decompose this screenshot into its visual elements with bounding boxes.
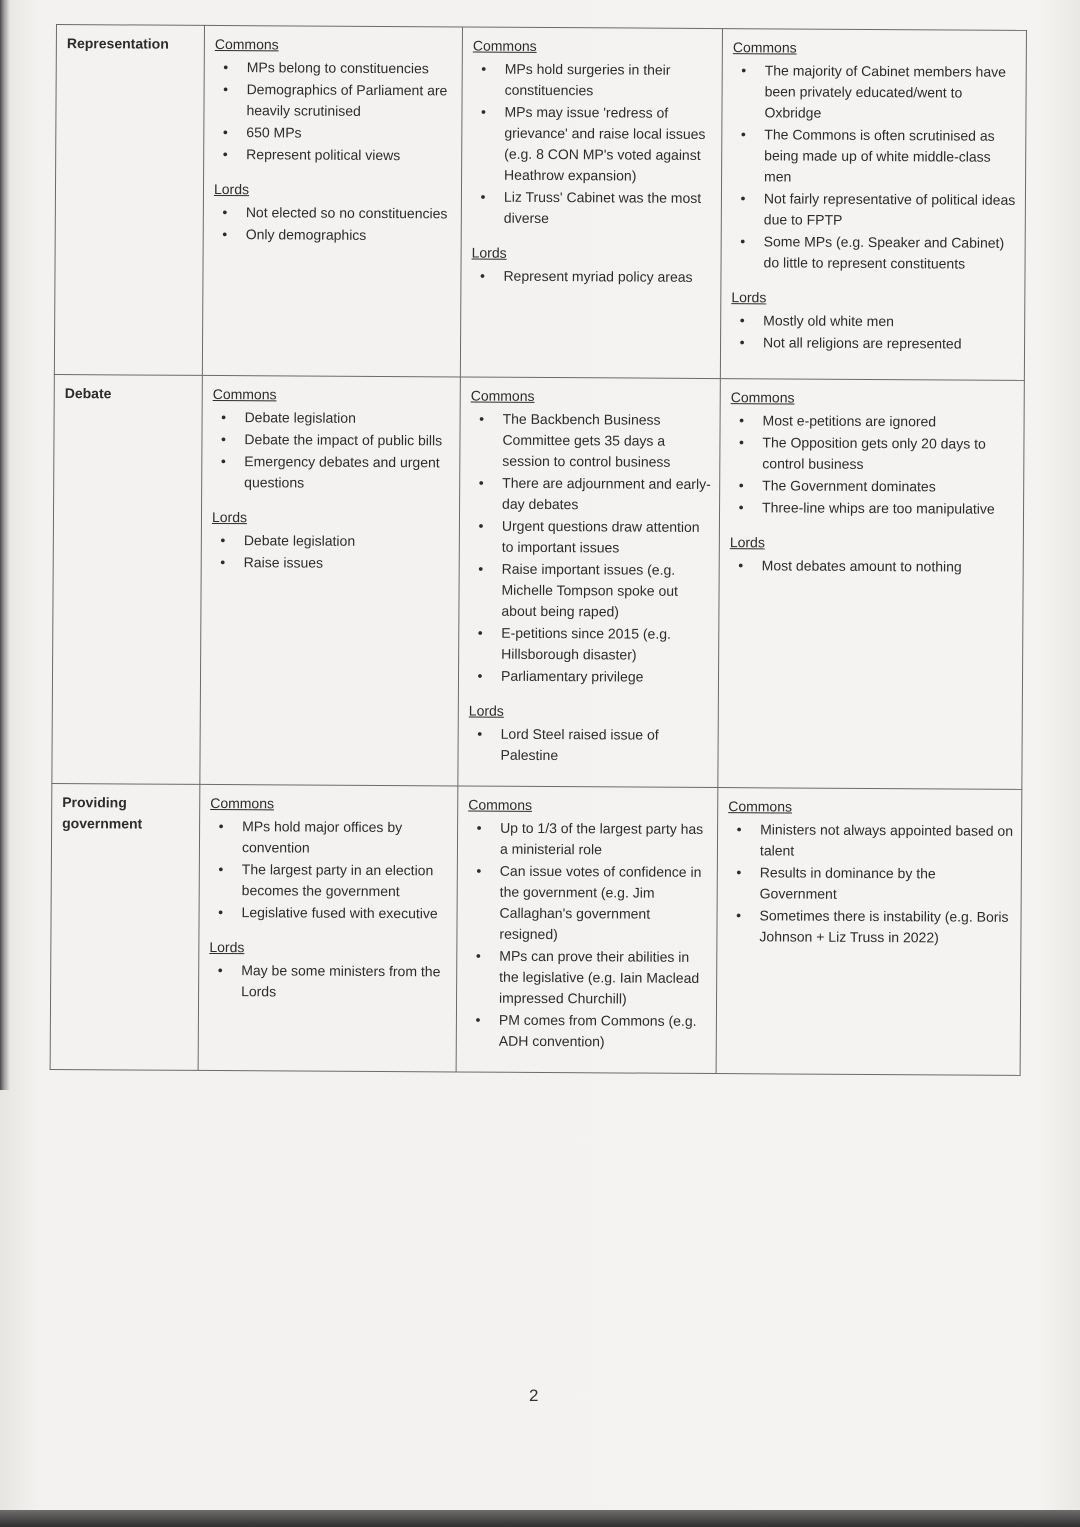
list-item-text: Debate legislation — [244, 409, 356, 426]
table-row — [54, 25, 1026, 381]
list-item — [475, 1010, 708, 1053]
list-item — [478, 559, 710, 623]
bullet-icon: • — [218, 818, 224, 835]
cell-section — [469, 386, 712, 688]
list-item — [223, 79, 453, 122]
list-item-text: Liz Truss' Cabinet was the most diverse — [503, 188, 702, 227]
list-item — [477, 666, 710, 688]
list-item-text: MPs hold surgeries in their constituencies — [504, 60, 671, 99]
list-item — [222, 202, 453, 224]
bullet-list — [212, 530, 451, 574]
list-item-text: E-petitions since 2015 (e.g. Hillsborough disaster) — [501, 624, 671, 663]
list-item — [479, 409, 711, 473]
cell-section — [730, 387, 1016, 520]
section-heading: Lords — [211, 508, 248, 526]
section-heading: Lords — [468, 702, 504, 719]
bullet-list — [467, 818, 709, 1053]
cell-section — [731, 37, 1017, 275]
section-heading: Lords — [213, 180, 250, 198]
list-item-text: The largest party in an election becomes the government — [241, 861, 434, 900]
cell-section — [468, 701, 709, 767]
list-item-text: Sometimes there is instability (e.g. Boris Johnson + Liz Truss in 2022) — [759, 907, 1009, 946]
bullet-icon: • — [738, 557, 744, 574]
list-item — [736, 819, 1014, 863]
list-item — [218, 816, 449, 859]
list-item-text: Parliamentary privilege — [500, 667, 644, 685]
bullet-icon: • — [218, 904, 224, 921]
bullet-icon: • — [477, 624, 483, 641]
list-item-text: Emergency debates and urgent questions — [244, 453, 440, 491]
bullet-icon: • — [739, 334, 745, 351]
table-cell — [716, 788, 1022, 1076]
cell-section — [727, 796, 1013, 949]
bullet-icon: • — [222, 146, 228, 163]
bottom-edge-shadow — [0, 1510, 1080, 1527]
bullet-icon: • — [478, 474, 484, 491]
list-item-text: Up to 1/3 of the largest party has a ministerial role — [499, 819, 704, 858]
list-item-text: Debate the impact of public bills — [244, 431, 443, 449]
notes-table — [50, 24, 1027, 1076]
list-item — [741, 60, 1017, 125]
table-cell — [720, 29, 1026, 381]
list-item-text: Represent political views — [246, 146, 401, 164]
list-item — [738, 475, 1015, 498]
table-row — [52, 374, 1024, 789]
list-item — [220, 552, 451, 574]
list-item — [740, 231, 1016, 275]
list-item-text: The Government dominates — [762, 477, 936, 495]
list-item-text: Some MPs (e.g. Speaker and Cabinet) do little to represent constituents — [763, 233, 1005, 272]
bullet-icon: • — [218, 861, 224, 878]
bullet-icon: • — [478, 517, 484, 534]
list-item — [740, 124, 1017, 189]
section-heading: Commons — [214, 35, 279, 53]
bullet-icon: • — [221, 409, 227, 426]
bullet-icon: • — [740, 233, 746, 250]
bullet-list — [209, 960, 448, 1003]
list-item — [217, 960, 448, 1003]
list-item — [480, 187, 713, 230]
bullet-list — [210, 816, 450, 924]
bullet-icon: • — [739, 312, 745, 329]
table-cell — [456, 786, 718, 1074]
list-item-text: Can issue votes of confidence in the government (e.g. Jim Callaghan's government resigned) — [499, 862, 702, 943]
list-item — [476, 818, 709, 861]
list-item — [475, 946, 708, 1010]
bullet-list — [469, 409, 712, 688]
list-item-text: Not all religions are represented — [763, 334, 962, 352]
section-heading: Commons — [732, 39, 797, 56]
bullet-list — [214, 202, 453, 246]
list-item-text: Not elected so no constituencies — [245, 204, 448, 222]
list-item — [739, 410, 1016, 433]
section-heading: Commons — [212, 385, 277, 403]
table-cell — [460, 27, 722, 379]
list-item — [218, 902, 449, 924]
list-item — [739, 310, 1016, 333]
section-heading: Commons — [728, 798, 793, 815]
bullet-icon: • — [222, 124, 228, 141]
list-item-text: The Opposition gets only 20 days to control business — [762, 434, 986, 472]
list-item-text: Most debates amount to nothing — [761, 557, 962, 575]
bullet-icon: • — [475, 947, 481, 964]
list-item — [223, 57, 454, 79]
section-heading: Lords — [471, 244, 507, 261]
bullet-icon: • — [223, 59, 229, 76]
bullet-icon: • — [479, 410, 485, 427]
bullet-icon: • — [477, 667, 483, 684]
list-item-text: There are adjournment and early-day debates — [502, 474, 711, 513]
bullet-icon: • — [220, 453, 226, 470]
list-item — [220, 530, 451, 552]
list-item — [740, 188, 1017, 232]
list-item — [218, 859, 449, 902]
table-cell — [458, 377, 720, 788]
bullet-icon: • — [481, 60, 487, 77]
list-item-text: Not fairly representative of political ideas due to FPTP — [763, 190, 1016, 228]
bullet-icon: • — [480, 188, 486, 205]
cell-section — [472, 36, 714, 230]
bullet-icon: • — [476, 819, 482, 836]
bullet-icon: • — [738, 434, 744, 451]
list-item — [478, 516, 711, 559]
list-item-text: Represent myriad policy areas — [503, 267, 693, 285]
table-cell — [718, 379, 1024, 790]
bullet-icon: • — [222, 226, 228, 243]
bullet-icon: • — [736, 907, 742, 924]
cell-section — [730, 532, 1015, 578]
bullet-icon: • — [223, 81, 229, 98]
section-heading: Lords — [731, 289, 767, 306]
cell-section — [214, 179, 453, 246]
list-item — [736, 905, 1012, 949]
page-number: 2 — [529, 1386, 539, 1405]
list-item-text: Lord Steel raised issue of Palestine — [500, 725, 659, 764]
bullet-list — [471, 266, 712, 288]
row-label: Providing government — [50, 783, 200, 1070]
bullet-icon: • — [739, 412, 745, 429]
bullet-icon: • — [222, 204, 228, 221]
list-item — [220, 429, 451, 451]
list-item-text: 650 MPs — [246, 124, 302, 141]
table-row — [50, 783, 1022, 1075]
list-item-text: MPs hold major offices by convention — [241, 818, 403, 856]
list-item — [479, 266, 712, 288]
list-item-text: The majority of Cabinet members have been privately educated/went to Oxbridge — [764, 62, 1006, 121]
list-item-text: Raise important issues (e.g. Michelle Tompson spoke out about being raped) — [501, 560, 679, 620]
bullet-icon: • — [740, 126, 746, 143]
list-item — [476, 861, 709, 946]
table-cell — [200, 375, 460, 786]
bullet-icon: • — [220, 554, 226, 571]
bullet-list — [468, 724, 709, 767]
bullet-icon: • — [738, 499, 744, 516]
list-item-text: MPs can prove their abilities in the legislative (e.g. Iain Maclead impressed Churchill) — [499, 947, 700, 1007]
list-item-text: Urgent questions draw attention to important issues — [501, 517, 700, 556]
list-item-text: Demographics of Parliament are heavily scrutinised — [246, 81, 448, 119]
section-heading: Commons — [470, 387, 535, 404]
list-item — [736, 862, 1013, 906]
bullet-icon: • — [736, 821, 742, 838]
cell-section — [210, 793, 450, 924]
table-cell — [198, 784, 458, 1072]
bullet-icon: • — [741, 62, 747, 79]
list-item — [478, 473, 711, 516]
row-label: Debate — [52, 374, 202, 784]
bullet-list — [472, 59, 714, 230]
bullet-list — [214, 57, 454, 166]
list-item-text: Raise issues — [243, 554, 324, 571]
list-item-text: Only demographics — [245, 226, 367, 243]
bullet-icon: • — [478, 560, 484, 577]
bullet-list — [731, 310, 1016, 355]
list-item — [222, 122, 453, 144]
bullet-list — [212, 407, 452, 494]
list-item-text: Debate legislation — [243, 532, 356, 549]
list-item-text: Three-line whips are too manipulative — [762, 499, 995, 517]
list-item — [738, 497, 1015, 520]
list-item-text: PM comes from Commons (e.g. ADH convention) — [498, 1011, 697, 1050]
cell-section — [214, 34, 454, 166]
bullet-icon: • — [480, 103, 486, 120]
bullet-icon: • — [220, 431, 226, 448]
bullet-icon: • — [738, 477, 744, 494]
bullet-icon: • — [479, 267, 485, 284]
list-item-text: The Backbench Business Committee gets 35 days a session to control business — [502, 410, 671, 470]
bullet-list — [730, 555, 1015, 578]
bullet-list — [727, 819, 1013, 949]
list-item-text: May be some ministers from the Lords — [241, 962, 441, 1000]
section-heading: Commons — [472, 37, 537, 54]
list-item — [481, 59, 714, 102]
cell-section — [731, 287, 1016, 355]
list-item-text: MPs belong to constituencies — [246, 59, 429, 77]
section-heading: Commons — [210, 794, 275, 812]
section-heading: Lords — [729, 534, 765, 551]
bullet-icon: • — [477, 725, 483, 742]
list-item-text: MPs may issue 'redress of grievance' and raise local issues (e.g. 8 CON MP's voted against Heathrow expansion) — [504, 103, 706, 184]
page-left-edge-shadow — [0, 0, 10, 1090]
section-heading: Commons — [730, 389, 795, 406]
list-item-text: Most e-petitions are ignored — [762, 412, 937, 430]
bullet-icon: • — [475, 1011, 481, 1028]
list-item-text: Results in dominance by the Government — [759, 864, 936, 902]
row-label: Representation — [54, 25, 204, 376]
cell-section — [467, 795, 710, 1053]
list-item-text: Ministers not always appointed based on talent — [759, 821, 1014, 859]
bullet-icon: • — [220, 532, 226, 549]
list-item — [220, 451, 451, 494]
bullet-list — [730, 410, 1016, 520]
table-cell — [202, 25, 462, 377]
bullet-list — [731, 60, 1017, 275]
section-heading: Commons — [468, 796, 533, 813]
list-item — [221, 407, 452, 429]
list-item — [738, 432, 1015, 476]
cell-section — [471, 243, 712, 288]
bullet-icon: • — [740, 190, 746, 207]
section-heading: Lords — [209, 938, 245, 956]
list-item — [222, 144, 453, 166]
list-item-text: The Commons is often scrutinised as being made up of white middle-class men — [764, 126, 995, 185]
bullet-icon: • — [217, 962, 223, 979]
list-item — [222, 224, 453, 246]
list-item — [477, 623, 710, 666]
list-item-text: Mostly old white men — [763, 312, 894, 330]
bullet-icon: • — [736, 864, 742, 881]
list-item — [477, 724, 709, 767]
cell-section — [212, 507, 451, 574]
list-item — [738, 555, 1015, 578]
bullet-icon: • — [476, 862, 482, 879]
list-item-text: Legislative fused with executive — [241, 904, 438, 922]
list-item — [739, 332, 1016, 355]
cell-section — [212, 384, 452, 494]
cell-section — [209, 937, 448, 1003]
list-item — [480, 102, 714, 187]
